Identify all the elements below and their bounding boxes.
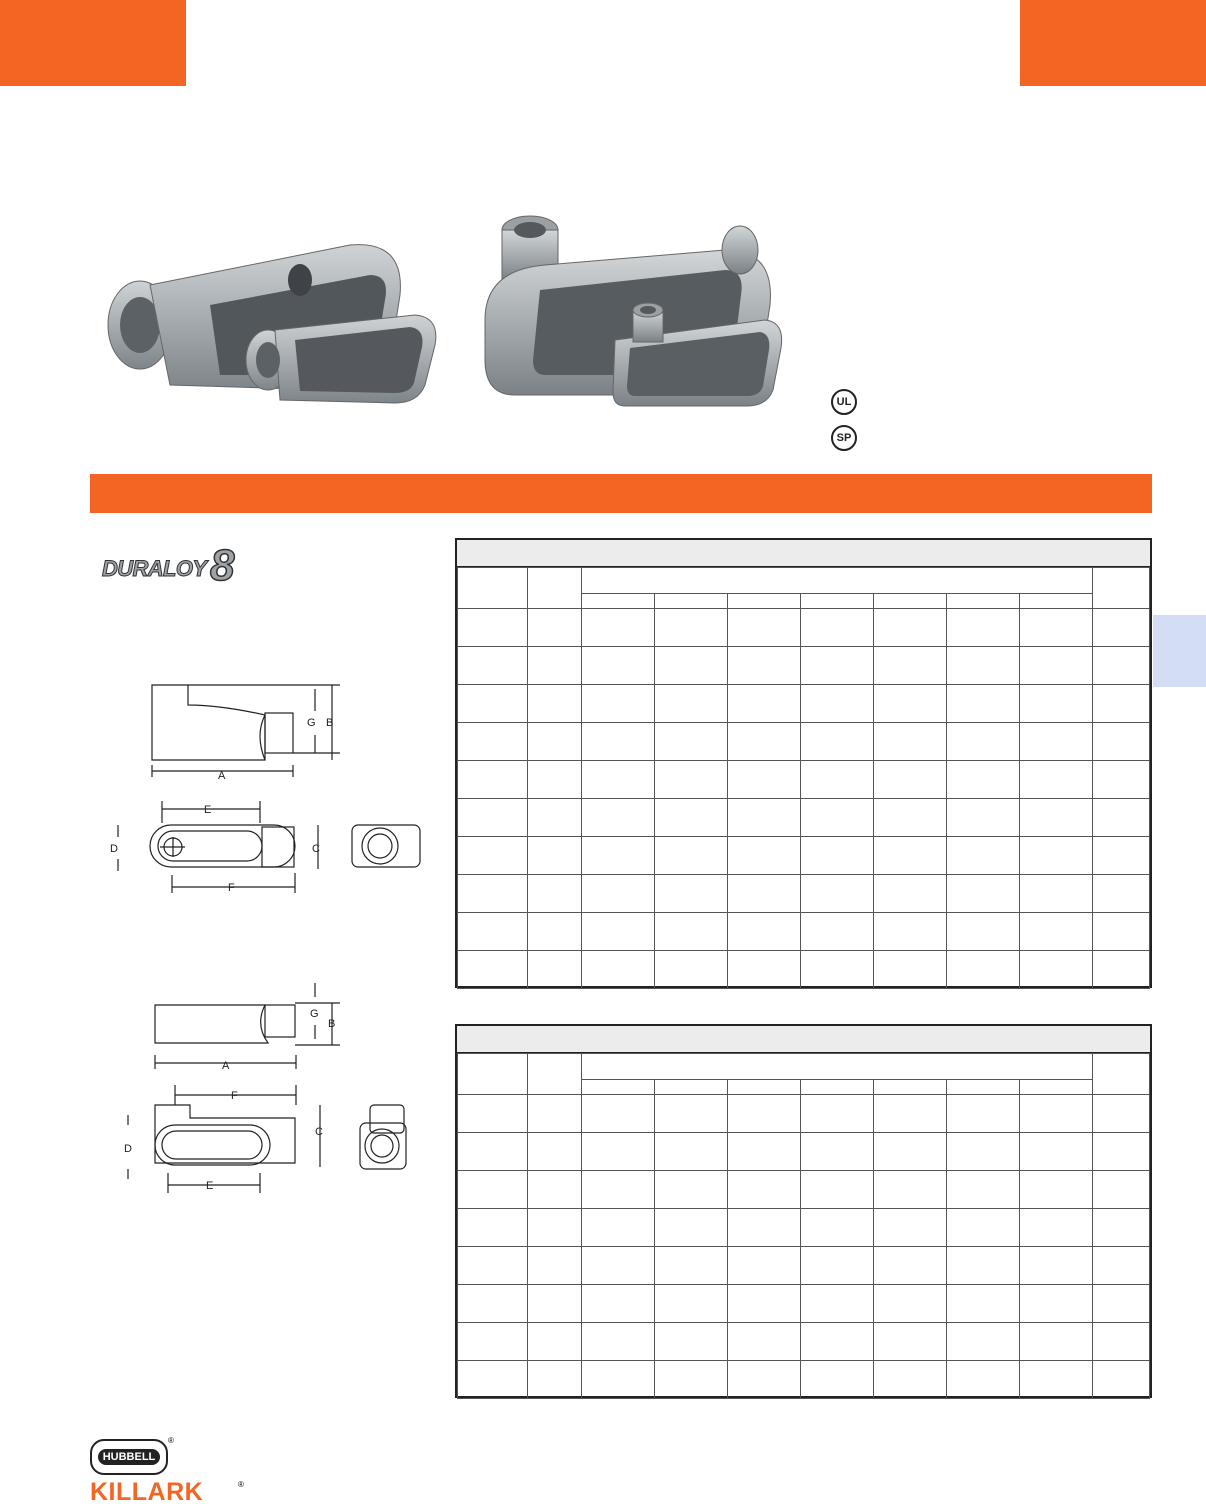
header-cell [1093,568,1150,609]
table-row [458,799,1150,837]
dim-label-e: E [204,804,212,816]
header-cell [458,568,528,609]
duraloy-8-logo [100,538,250,586]
table-row [458,837,1150,875]
table-row [458,761,1150,799]
header-cell [528,568,582,609]
table-row [458,609,1150,647]
table-row [458,1361,1150,1399]
dim-label-b: B [326,717,334,729]
dim-label-b: B [328,1018,336,1030]
dim-label-a: A [222,1060,230,1072]
registered-mark-icon: ® [168,1436,174,1445]
dim-label-g: G [307,717,316,729]
table-row [458,1285,1150,1323]
dim-label-d: D [110,843,118,855]
table-row [458,875,1150,913]
header-cell [458,1054,528,1095]
dim-label-f: F [231,1090,238,1102]
header-cell [582,1054,1093,1080]
table-row [458,951,1150,989]
table-grid [457,567,1150,989]
spec-table-top [455,538,1152,988]
section-bar [90,474,1152,513]
table-caption [457,1026,1150,1053]
header-cell [582,568,1093,594]
table-row [458,647,1150,685]
csa-certified-icon: SP [831,425,857,451]
ul-listed-icon: UL [831,389,857,415]
dim-label-c: C [315,1126,323,1138]
table-caption [457,540,1150,567]
table-row [458,1133,1150,1171]
header-block-right [1020,0,1206,86]
table-row [458,1095,1150,1133]
registered-mark-icon: ® [238,1480,244,1489]
product-photo-lb [100,225,445,410]
svg-text:8: 8 [210,541,235,586]
table-row [458,685,1150,723]
dim-label-g: G [310,1008,319,1020]
dim-label-e: E [206,1180,214,1192]
header-cell [1093,1054,1150,1095]
header-block-left [0,0,186,86]
spec-table-bottom [455,1024,1152,1398]
hubbell-logo [90,1439,168,1475]
dim-label-f: F [228,882,235,894]
dim-label-a: A [218,770,226,782]
table-row [458,723,1150,761]
header-cell [528,1054,582,1095]
killark-logo: KILLARK [90,1478,204,1506]
duraloy-logo-text: DURALOY [102,556,207,581]
product-photo-lr [475,210,785,410]
table-row [458,913,1150,951]
table-row [458,1209,1150,1247]
hubbell-logo-text: HUBBELL [98,1449,161,1465]
dim-label-d: D [124,1143,132,1155]
table-grid [457,1053,1150,1399]
dimension-diagram-lb [100,675,440,900]
table-row [458,1171,1150,1209]
dim-label-c: C [312,843,320,855]
side-tab [1153,615,1206,687]
table-row [458,1247,1150,1285]
table-row [458,1323,1150,1361]
dimension-diagram-ll [100,975,440,1200]
